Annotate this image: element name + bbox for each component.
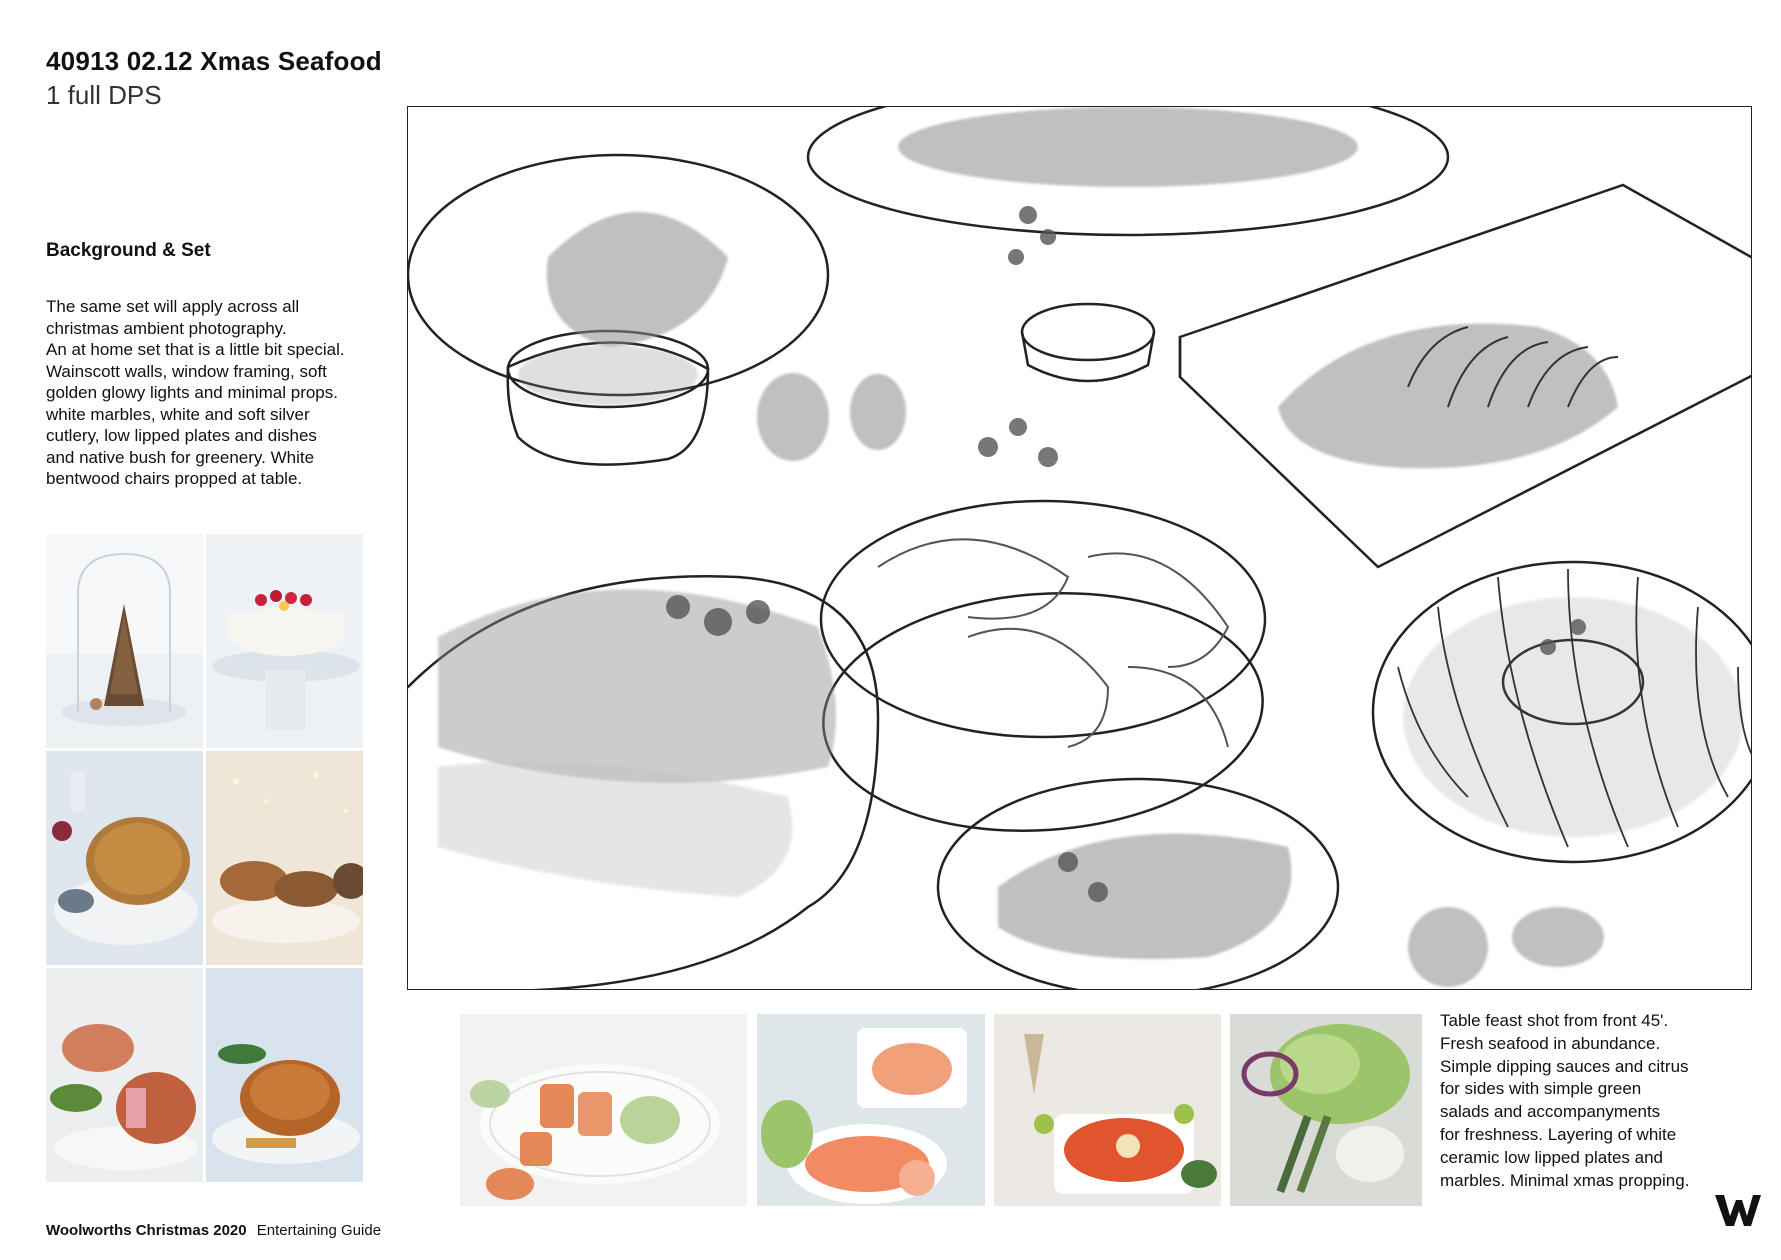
ham-platter-photo <box>46 968 203 1182</box>
page-footer <box>46 1222 381 1239</box>
page-subtitle: 1 full DPS <box>46 80 162 110</box>
footer-guide: Entertaining Guide <box>256 1222 382 1239</box>
prawn-dish-limes-photo <box>994 1014 1221 1206</box>
roast-chicken-photo <box>206 968 363 1182</box>
pavlova-cherries-photo <box>206 534 363 748</box>
salmon-rolls-photo <box>460 1014 747 1206</box>
woolworths-logo-icon <box>1714 1192 1762 1228</box>
page-title: 40913 02.12 Xmas Seafood <box>46 46 382 76</box>
glazed-ham-photo <box>46 751 203 965</box>
shot-description-caption: Table feast shot from front 45'. Fresh seafood in abundance. Simple dipping sauces and citrus for sides with simple green salads and accompanyments for freshness. Layering of white ceramic low lipped plates and marbles. Minimal xmas propping. <box>1440 1011 1690 1190</box>
bread-loaves-fairy-lights-photo <box>206 751 363 965</box>
prawn-platter-photo <box>757 1014 985 1206</box>
background-set-heading: Background & Set <box>46 240 211 261</box>
gingerbread-tree-cloche-photo <box>46 534 203 748</box>
background-set-description: The same set will apply across all christmas ambient photography. An at home set that is a little bit special. Wainscott walls, window framing, soft golden glowy lights and minimal props. white marbles, white and soft silver cutlery, low lipped plates and dishes and native bush for greenery. White bentwood chairs propped at table. <box>46 297 345 488</box>
footer-brand: Woolworths Christmas 2020 <box>46 1222 247 1239</box>
lettuce-asparagus-photo <box>1230 1014 1422 1206</box>
seafood-table-sketch <box>407 106 1752 990</box>
